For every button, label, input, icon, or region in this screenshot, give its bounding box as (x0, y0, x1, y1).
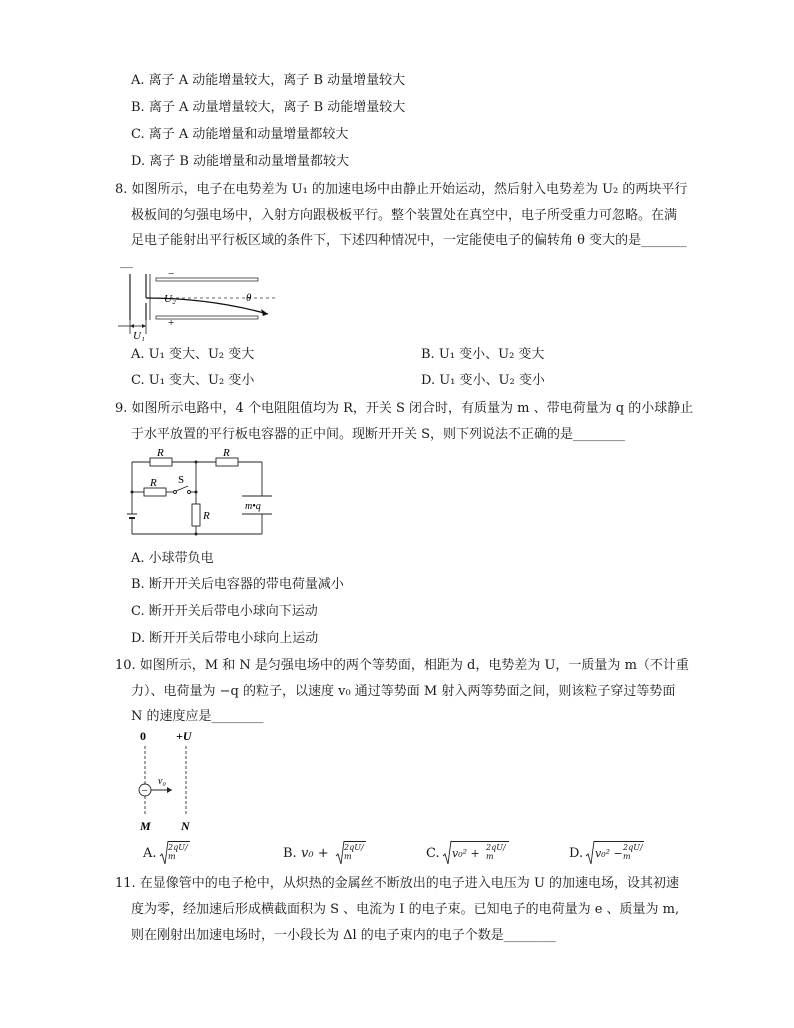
q9-fig-r-top-left: R (157, 447, 164, 459)
q10-option-d-frac: 2qU/m (623, 843, 643, 861)
q10-figure (132, 728, 212, 836)
q8-option-c: C. U₁ 变大、U₂ 变小 (131, 373, 255, 388)
q9-fig-mq: m•q (245, 501, 261, 512)
q10-option-b-label: B. (283, 846, 297, 861)
q8-stem-line-3: 足电子能射出平行板区域的条件下，下述四种情况中，一定能使电子的偏转角 θ 变大的是_______ (131, 233, 687, 248)
q8-option-a: A. U₁ 变大、U₂ 变大 (131, 347, 255, 362)
q10-option-c-frac: 2qU/m (486, 843, 506, 861)
q10-option-c-prefix: v₀² + (452, 847, 480, 860)
q8-stem-line-4: __ (120, 254, 133, 269)
q10-fig-v0: v₀ (158, 776, 166, 787)
q9-stem-line-1: 9. 如图所示电路中，4 个电阻阻值均为 R，开关 S 闭合时，有质量为 m 、带电荷量为 q 的小球静止 (115, 401, 694, 416)
q10-option-d (569, 840, 669, 868)
q7-option-d: D. 离子 B 动能增量和动量增量都较大 (131, 154, 350, 169)
q10-option-a-frac: 2qU/m (168, 843, 188, 861)
q10-option-a-label: A. (143, 846, 157, 861)
radical-icon (585, 840, 595, 866)
q9-option-a: A. 小球带负电 (131, 551, 214, 566)
q8-option-b: B. U₁ 变小、U₂ 变大 (421, 347, 545, 362)
q9-option-c: C. 断开开关后带电小球向下运动 (131, 604, 318, 619)
q8-fig-plus: + (168, 317, 175, 329)
q9-option-d: D. 断开开关后带电小球向上运动 (131, 631, 319, 646)
q8-fig-u1: U₁ (133, 330, 145, 342)
q10-option-b-prefix: v₀ + (301, 846, 329, 861)
q10-fig-particle: − (141, 785, 148, 797)
q8-stem-line-1: 8. 如图所示，电子在电势差为 U₁ 的加速电场中由静止开始运动，然后射入电势差为 U₂ 的两块平行 (115, 182, 688, 197)
q11-stem-line-1: 11. 在显像管中的电子枪中，从炽热的金属丝不断放出的电子进入电压为 U 的加速电场，设其初速 (115, 876, 680, 891)
q8-fig-u2: U₂ (164, 293, 176, 305)
q10-option-c-label: C. (426, 846, 440, 861)
q10-option-a (143, 840, 203, 868)
q10-stem-line-3: N 的速度应是________ (131, 709, 264, 724)
q8-fig-minus: − (168, 268, 175, 280)
q10-stem-line-2: 力）、电荷量为 −q 的粒子，以速度 v₀ 通过等势面 M 射入两等势面之间，则该粒子穿过等势面 (131, 684, 676, 699)
q10-fig-m: M (140, 819, 151, 833)
q10-stem-line-1: 10. 如图所示，M 和 N 是匀强电场中的两个等势面，相距为 d，电势差为 U，一质量为 m（不计重 (115, 658, 689, 673)
q10-fig-n: N (181, 819, 190, 833)
q9-fig-r-vertical: R (203, 510, 210, 522)
q8-fig-theta: θ (246, 292, 252, 304)
q9-circuit-figure (124, 446, 272, 540)
q10-fig-plus-u: +U (176, 729, 192, 743)
radical-icon (442, 840, 452, 866)
q10-fig-zero: 0 (140, 729, 146, 743)
q9-fig-switch-label: S (178, 474, 185, 486)
q7-option-a: A. 离子 A 动能增量较大，离子 B 动量增量较大 (131, 73, 406, 88)
q10-option-d-label: D. (569, 846, 584, 861)
q9-fig-r-middle: R (150, 477, 157, 489)
q8-option-d: D. U₁ 变小、U₂ 变小 (421, 373, 545, 388)
q9-option-b: B. 断开开关后电容器的带电荷量减小 (131, 577, 344, 592)
q10-option-b-frac: 2qU/m (344, 843, 364, 861)
q8-figure (118, 268, 288, 342)
q11-stem-line-3: 则在刚射出加速电场时，一小段长为 Δl 的电子束内的电子个数是________ (131, 928, 556, 943)
q9-fig-r-top-right: R (223, 447, 230, 459)
q8-stem-line-2: 极板间的匀强电场中，入射方向跟极板平行。整个装置处在真空中，电子所受重力可忽略。在满 (131, 208, 678, 223)
q10-option-c (426, 840, 526, 868)
q11-stem-line-2: 度为零，经加速后形成横截面积为 S 、电流为 I 的电子束。已知电子的电荷量为 e 、质量为 m, (131, 902, 680, 917)
q7-option-b: B. 离子 A 动量增量较大，离子 B 动能增量较大 (131, 100, 406, 115)
q7-option-c: C. 离子 A 动能增量和动量增量都较大 (131, 127, 349, 142)
q10-option-b (283, 840, 383, 868)
q9-stem-line-2: 于水平放置的平行板电容器的正中间。现断开开关 S，则下列说法不正确的是________ (131, 427, 626, 442)
q10-option-d-prefix: v₀² − (595, 847, 623, 860)
